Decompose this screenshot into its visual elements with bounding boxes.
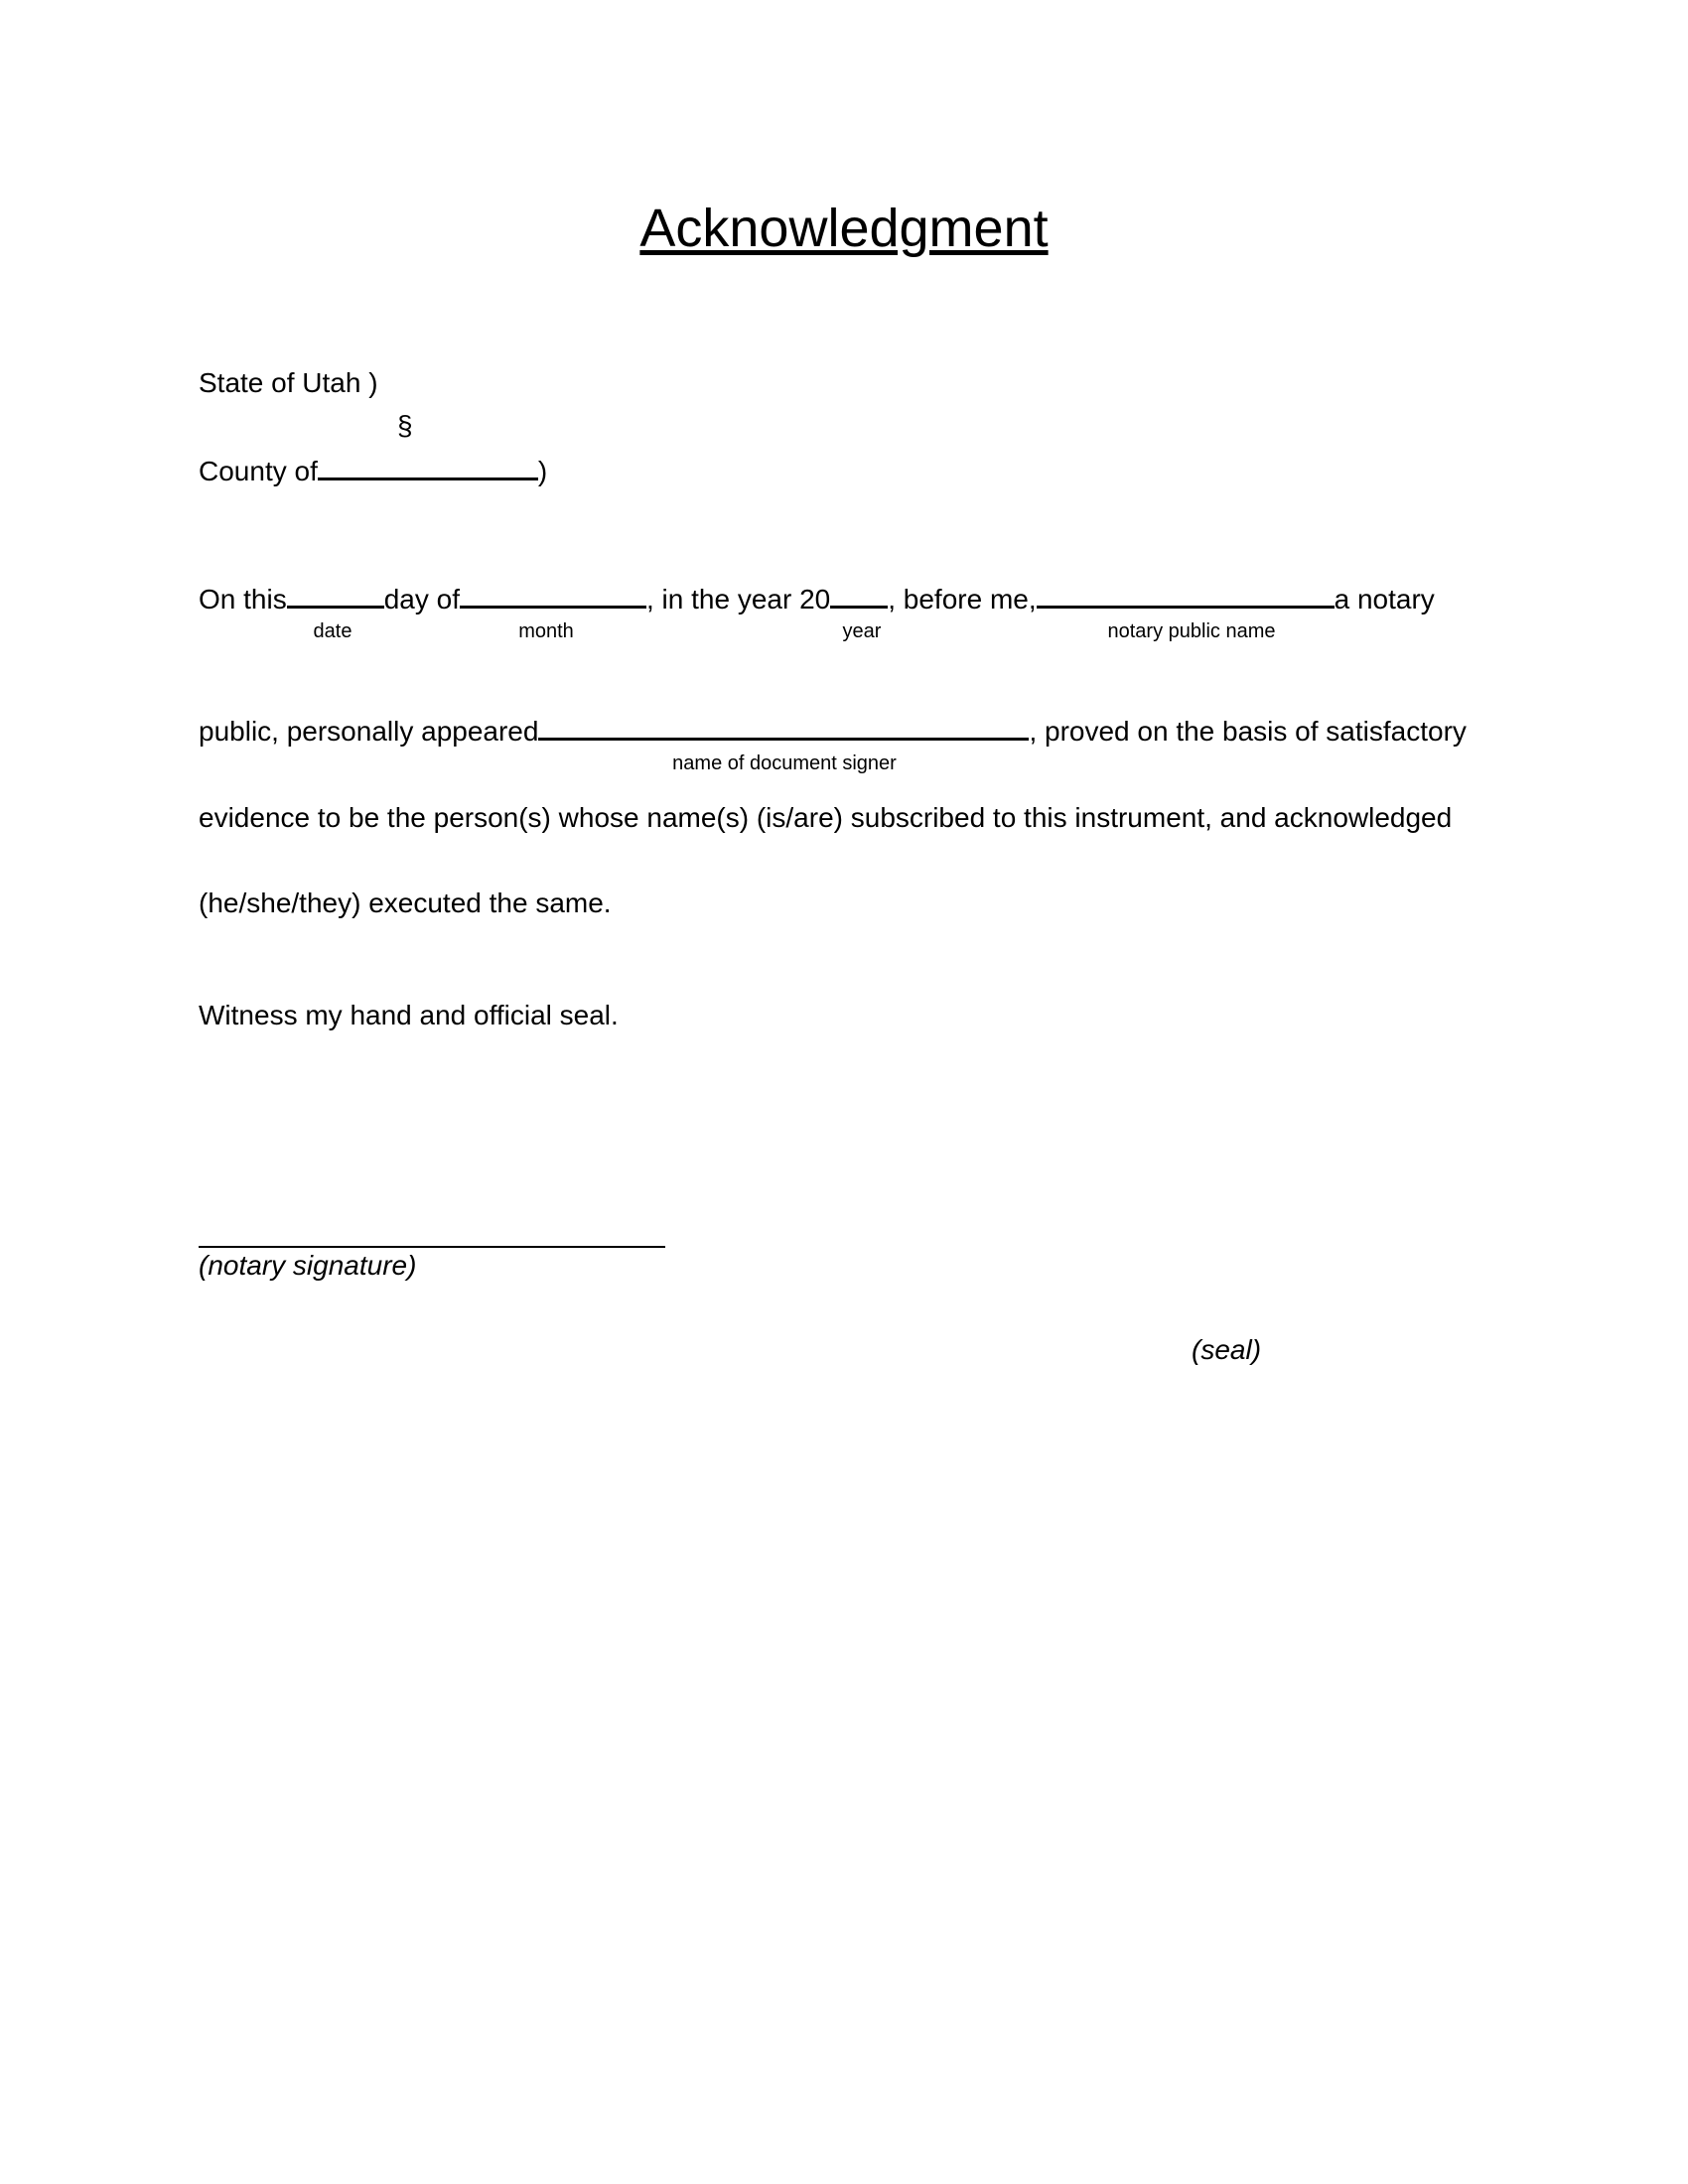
witness-line: Witness my hand and official seal.	[199, 1000, 619, 1030]
county-close-paren: )	[537, 456, 548, 486]
caption-notary-public-name: notary public name	[1107, 620, 1276, 642]
page-title	[0, 197, 1688, 260]
signer-name-blank[interactable]	[538, 712, 1029, 741]
notary-signature-caption: (notary signature)	[199, 1250, 417, 1281]
state-line: State of Utah )	[199, 367, 378, 398]
paragraph-line-4: (he/she/they) executed the same.	[199, 887, 612, 918]
before-me-text: , before me,	[888, 584, 1037, 614]
county-label: County of	[199, 456, 318, 486]
caption-date: date	[313, 620, 352, 642]
caption-document-signer: name of document signer	[672, 752, 897, 774]
personally-appeared-text: public, personally appeared	[199, 716, 539, 747]
a-notary-text: a notary	[1334, 584, 1435, 614]
date-blank[interactable]	[287, 580, 384, 609]
county-blank[interactable]	[318, 452, 538, 480]
title-text: Acknowledgment	[639, 199, 1049, 258]
caption-year: year	[842, 620, 882, 642]
county-line	[199, 452, 547, 489]
paragraph-line-3: evidence to be the person(s) whose name(s) (is/are) subscribed to this instrument, and acknowledged	[199, 802, 1453, 833]
seal-caption: (seal)	[1192, 1334, 1262, 1365]
caption-month: month	[518, 620, 574, 642]
on-this-text: On this	[199, 584, 287, 614]
month-blank[interactable]	[460, 580, 646, 609]
year-blank[interactable]	[830, 580, 888, 609]
day-of-text: day of	[383, 584, 460, 614]
paragraph-line-2	[199, 712, 1467, 750]
notary-name-blank[interactable]	[1037, 580, 1335, 609]
in-the-year-text: , in the year 20	[645, 584, 831, 614]
section-symbol: §	[397, 410, 413, 441]
proved-text: , proved on the basis of satisfactory	[1029, 716, 1467, 747]
paragraph-line-1	[199, 580, 1435, 617]
